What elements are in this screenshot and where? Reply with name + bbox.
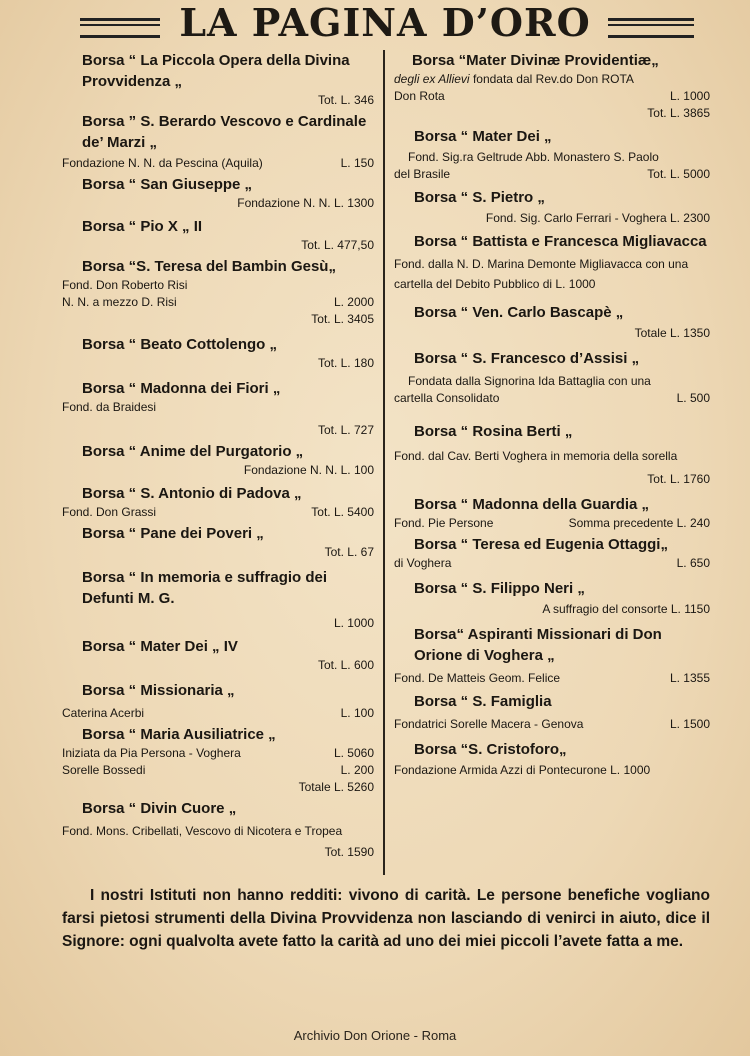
borsa-title: Borsa ” S. Berardo Vescovo e Cardinale de’ Marzi „ <box>82 113 367 151</box>
list-item <box>394 578 710 618</box>
borsa-amount: L. 650 <box>676 556 710 570</box>
footer-text: I nostri Istituti non hanno redditi: vivono di carità. Le persone benefiche vogliano farsi pietosi strumenti della Divina Provvidenza non lasciando di venirci in aiuto, dice il Signore: ogni qualvolta avete fatto la carità ad uno dei miei piccoli l’avete fatta a me. <box>62 887 710 950</box>
borsa-title: Borsa “ Divin Cuore „ <box>82 800 237 817</box>
page-header <box>0 0 750 48</box>
borsa-line: Sorelle Bossedi <box>62 763 146 777</box>
borsa-total: Tot. L. 346 <box>317 93 374 107</box>
borsa-row <box>394 515 710 532</box>
borsa-amount: L. 1000 <box>669 89 710 103</box>
list-item <box>394 691 710 733</box>
borsa-title: Borsa “ S. Filippo Neri „ <box>414 580 585 597</box>
list-item <box>62 523 374 561</box>
borsa-total: Tot. L. 477,50 <box>301 238 374 252</box>
borsa-amount: L. 5060 <box>333 746 374 760</box>
right-ornament-rule <box>608 18 694 38</box>
borsa-title: Borsa “S. Teresa del Bambin Gesù„ <box>82 258 336 275</box>
list-item <box>394 739 710 779</box>
borsa-line: Fond. da Braidesi <box>62 400 157 414</box>
right-column <box>394 50 710 781</box>
borsa-title: Borsa “ San Giuseppe „ <box>82 176 253 193</box>
borsa-line: N. N. a mezzo D. Risi <box>62 295 177 309</box>
borsa-total: Tot. L. 3865 <box>647 106 710 120</box>
borsa-title: Borsa “ Pio X „ II <box>82 218 203 235</box>
archive-caption: Archivio Don Orione - Roma <box>293 1028 457 1043</box>
borsa-line: Iniziata da Pia Persona - Voghera <box>62 746 241 760</box>
borsa-line: Fond. dal Cav. Berti Voghera in memoria della sorella <box>394 449 678 463</box>
borsa-row <box>62 745 374 762</box>
borsa-title: Borsa “ Beato Cottolengo „ <box>82 336 278 353</box>
borsa-title: Borsa “ La Piccola Opera della Divina Provvidenza „ <box>82 52 350 90</box>
list-item <box>62 636 374 674</box>
borsa-title: Borsa “ Teresa ed Eugenia Ottaggi„ <box>414 536 668 553</box>
left-ornament-rule <box>80 18 160 38</box>
list-item <box>394 494 710 532</box>
list-item <box>62 441 374 479</box>
borsa-line: Fondazione Armida Azzi di Pontecurone L. 1000 <box>394 763 651 777</box>
borsa-title: Borsa “ Ven. Carlo Bascapè „ <box>414 304 624 321</box>
borsa-title: Borsa “ Pane dei Poveri „ <box>82 525 264 542</box>
borsa-total: Tot. L. 600 <box>317 658 374 672</box>
list-item <box>394 302 710 342</box>
borsa-title: Borsa “ In memoria e suffragio dei Defunti M. G. <box>82 569 328 607</box>
borsa-amount: L. 1355 <box>669 671 710 685</box>
list-item <box>62 724 374 796</box>
borsa-row <box>394 555 710 572</box>
column-divider <box>383 50 385 875</box>
borsa-line-text: fondata dal Rev.do Don ROTA <box>472 72 634 86</box>
borsa-line: Fondata dalla Signorina Ida Battaglia con una <box>408 374 651 388</box>
list-item <box>62 483 374 521</box>
borsa-amount: Somma precedente L. 240 <box>568 516 710 530</box>
borsa-title: Borsa “ S. Famiglia <box>414 693 552 710</box>
borsa-title: Borsa “ Battista e Francesca Migliavacca <box>414 233 707 250</box>
borsa-amount: L. 200 <box>340 763 374 777</box>
borsa-amount: L. 1500 <box>669 717 710 731</box>
list-item <box>62 111 374 172</box>
borsa-row <box>394 88 710 105</box>
list-item <box>394 348 710 407</box>
borsa-line: Fond. Pie Persone <box>394 516 494 530</box>
list-item <box>62 680 374 722</box>
borsa-total: Totale L. 1350 <box>634 326 710 340</box>
list-item <box>394 231 710 294</box>
borsa-title: Borsa “ Missionaria „ <box>82 682 235 699</box>
list-item <box>394 534 710 572</box>
list-item <box>62 798 374 861</box>
left-column <box>62 50 374 863</box>
borsa-total: L. 1000 <box>333 616 374 630</box>
borsa-line: Fondatrici Sorelle Macera - Genova <box>394 717 584 731</box>
borsa-total: Tot. L. 3405 <box>311 312 374 326</box>
footer-note <box>62 884 710 953</box>
borsa-amount: L. 100 <box>340 706 374 720</box>
borsa-line: Fond. Mons. Cribellati, Vescovo di Nicotera e Tropea <box>62 824 343 838</box>
borsa-row <box>62 155 374 172</box>
borsa-amount: L. 500 <box>676 391 710 405</box>
borsa-row <box>62 294 374 311</box>
borsa-title: Borsa“ Aspiranti Missionari di Don Orione di Voghera „ <box>414 626 662 664</box>
page-title: LA PAGINA D’ORO <box>179 0 591 45</box>
borsa-amount: L. 150 <box>340 156 374 170</box>
borsa-title: Borsa “ Madonna della Guardia „ <box>414 496 650 513</box>
borsa-line: Fond. dalla N. D. Marina Demonte Migliavacca con una cartella del Debito Pubblico di L. 1000 <box>394 257 689 291</box>
borsa-title: Borsa “ S. Pietro „ <box>414 189 545 206</box>
borsa-total: Fond. Sig. Carlo Ferrari - Voghera L. 2300 <box>485 211 710 225</box>
borsa-line: Fond. Sig.ra Geltrude Abb. Monastero S. Paolo <box>408 150 659 164</box>
borsa-row <box>62 705 374 722</box>
borsa-row <box>394 166 710 183</box>
borsa-total: Tot. L. 727 <box>317 423 374 437</box>
borsa-title: Borsa “ Anime del Purgatorio „ <box>82 443 304 460</box>
borsa-line <box>394 71 710 88</box>
list-item <box>394 126 710 183</box>
borsa-line: cartella Consolidato <box>394 391 500 405</box>
borsa-line: Fond. Don Roberto Risi <box>62 278 188 292</box>
borsa-title: Borsa “S. Cristoforo„ <box>414 741 567 758</box>
borsa-total: A suffragio del consorte L. 1150 <box>542 602 710 616</box>
borsa-title: Borsa “ Mater Dei „ IV <box>82 638 238 655</box>
borsa-row <box>394 716 710 733</box>
list-item <box>62 567 374 632</box>
borsa-total: Tot. L. 1760 <box>647 472 710 486</box>
borsa-total: Totale L. 5260 <box>298 780 374 794</box>
list-item <box>62 378 374 439</box>
borsa-title: Borsa “Mater Divinæ Providentiæ„ <box>412 52 659 69</box>
borsa-italic: degli ex Allievi <box>394 72 470 86</box>
borsa-line: Fond. De Matteis Geom. Felice <box>394 671 561 685</box>
list-item <box>62 216 374 254</box>
borsa-row <box>62 762 374 779</box>
borsa-amount: Tot. L. 5000 <box>647 167 710 181</box>
borsa-total: Tot. L. 180 <box>317 356 374 370</box>
list-item <box>62 334 374 372</box>
borsa-title: Borsa “ Madonna dei Fiori „ <box>82 380 281 397</box>
borsa-total: Tot. L. 67 <box>324 545 374 559</box>
borsa-title: Borsa “ Rosina Berti „ <box>414 423 573 440</box>
list-item <box>394 624 710 687</box>
borsa-row <box>62 504 374 521</box>
borsa-title: Borsa “ S. Antonio di Padova „ <box>82 485 302 502</box>
borsa-row <box>394 390 710 407</box>
borsa-row <box>394 670 710 687</box>
borsa-line: Fond. Don Grassi <box>62 505 157 519</box>
list-item <box>62 174 374 212</box>
borsa-line: Fondazione N. N. da Pescina (Aquila) <box>62 156 263 170</box>
borsa-title: Borsa “ Mater Dei „ <box>414 128 552 145</box>
borsa-amount: Tot. L. 5400 <box>311 505 374 519</box>
borsa-line: Caterina Acerbi <box>62 706 145 720</box>
borsa-line: del Brasile <box>394 167 451 181</box>
borsa-title: Borsa “ Maria Ausiliatrice „ <box>82 726 276 743</box>
borsa-line: Don Rota <box>394 89 445 103</box>
borsa-total: Tot. 1590 <box>324 845 374 859</box>
list-item <box>394 187 710 227</box>
list-item <box>62 256 374 328</box>
borsa-total: Fondazione N. N. L. 1300 <box>237 196 374 210</box>
list-item <box>62 50 374 109</box>
list-item <box>394 50 710 122</box>
borsa-line: di Voghera <box>394 556 452 570</box>
list-item <box>394 421 710 488</box>
borsa-total: Fondazione N. N. L. 100 <box>243 463 374 477</box>
borsa-title: Borsa “ S. Francesco d’Assisi „ <box>414 350 640 367</box>
borsa-amount: L. 2000 <box>333 295 374 309</box>
